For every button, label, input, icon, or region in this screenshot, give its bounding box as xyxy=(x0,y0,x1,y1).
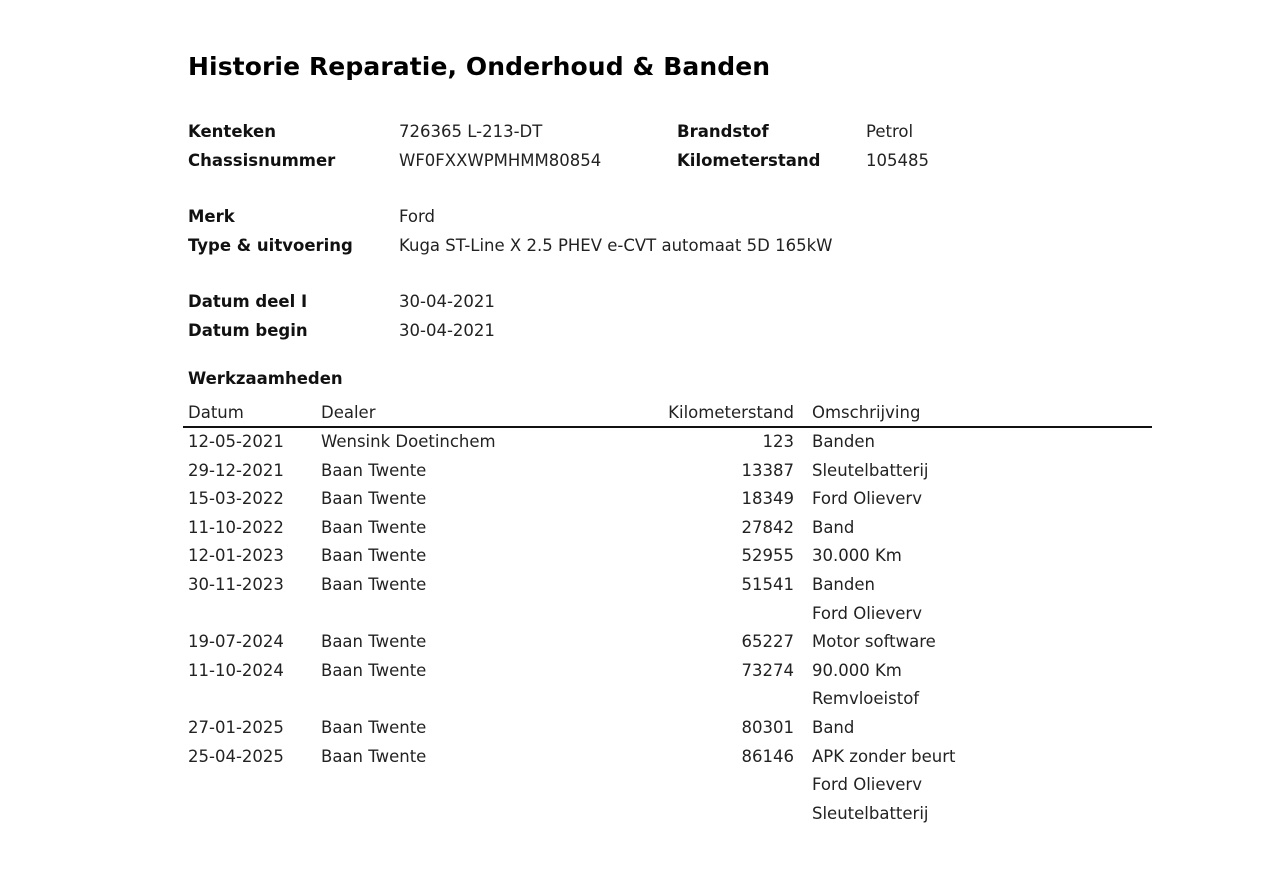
table-row xyxy=(0,802,1280,831)
cell-omschrijving: Band xyxy=(812,517,855,537)
cell-omschrijving: Remvloeistof xyxy=(812,689,920,709)
cell-kilometerstand: 65227 xyxy=(741,632,794,652)
cell-omschrijving: Ford Olieverv xyxy=(812,603,922,623)
table-row xyxy=(0,745,1280,774)
header-divider xyxy=(183,426,1152,428)
cell-omschrijving: Ford Olieverv xyxy=(812,775,922,795)
datum-begin-label: Datum begin xyxy=(188,321,308,340)
cell-omschrijving: 90.000 Km xyxy=(812,660,902,680)
cell-dealer: Baan Twente xyxy=(321,632,427,652)
kilometerstand-value: 105485 xyxy=(866,151,929,170)
table-row xyxy=(0,630,1280,659)
kenteken-value: 726365 L-213-DT xyxy=(399,122,543,141)
table-row xyxy=(0,487,1280,516)
kenteken-label: Kenteken xyxy=(188,122,276,141)
table-row xyxy=(0,573,1280,602)
table-row xyxy=(0,459,1280,488)
column-header-kilometerstand: Kilometerstand xyxy=(668,403,794,422)
cell-dealer: Baan Twente xyxy=(321,517,427,537)
cell-kilometerstand: 80301 xyxy=(741,717,794,737)
chassis-label: Chassisnummer xyxy=(188,151,336,170)
cell-datum: 11-10-2024 xyxy=(188,660,284,680)
table-row xyxy=(0,602,1280,631)
cell-kilometerstand: 51541 xyxy=(741,574,794,594)
type-label: Type & uitvoering xyxy=(188,236,353,255)
table-row xyxy=(0,773,1280,802)
merk-value: Ford xyxy=(399,207,435,226)
cell-kilometerstand: 86146 xyxy=(741,746,794,766)
cell-datum: 12-05-2021 xyxy=(188,432,284,451)
cell-dealer: Baan Twente xyxy=(321,717,427,737)
table-row xyxy=(0,430,1280,459)
table-row xyxy=(0,716,1280,745)
cell-dealer: Wensink Doetinchem xyxy=(321,432,496,451)
cell-kilometerstand: 27842 xyxy=(741,517,794,537)
cell-dealer: Baan Twente xyxy=(321,546,427,566)
cell-dealer: Baan Twente xyxy=(321,746,427,766)
brandstof-label: Brandstof xyxy=(677,122,769,141)
cell-datum: 12-01-2023 xyxy=(188,546,284,566)
table-row xyxy=(0,516,1280,545)
cell-datum: 25-04-2025 xyxy=(188,746,284,766)
merk-label: Merk xyxy=(188,207,235,226)
column-header-datum: Datum xyxy=(188,403,244,422)
page-title: Historie Reparatie, Onderhoud & Banden xyxy=(188,52,771,81)
cell-omschrijving: Sleutelbatterij xyxy=(812,803,929,823)
kilometerstand-label: Kilometerstand xyxy=(677,151,821,170)
cell-omschrijving: Banden xyxy=(812,574,875,594)
cell-datum: 15-03-2022 xyxy=(188,489,284,509)
cell-kilometerstand: 52955 xyxy=(741,546,794,566)
cell-omschrijving: 30.000 Km xyxy=(812,546,902,566)
column-header-dealer: Dealer xyxy=(321,403,376,422)
cell-kilometerstand: 18349 xyxy=(741,489,794,509)
werkzaamheden-table-body xyxy=(0,430,1280,830)
datum-begin-value: 30-04-2021 xyxy=(399,321,495,340)
brandstof-value: Petrol xyxy=(866,122,914,141)
cell-kilometerstand: 13387 xyxy=(741,460,794,480)
cell-dealer: Baan Twente xyxy=(321,460,427,480)
cell-dealer: Baan Twente xyxy=(321,489,427,509)
cell-dealer: Baan Twente xyxy=(321,660,427,680)
cell-kilometerstand: 123 xyxy=(762,432,794,451)
table-row xyxy=(0,544,1280,573)
cell-dealer: Baan Twente xyxy=(321,574,427,594)
cell-datum: 27-01-2025 xyxy=(188,717,284,737)
cell-datum: 11-10-2022 xyxy=(188,517,284,537)
cell-datum: 19-07-2024 xyxy=(188,632,284,652)
cell-omschrijving: Band xyxy=(812,717,855,737)
cell-omschrijving: Banden xyxy=(812,432,875,451)
cell-datum: 30-11-2023 xyxy=(188,574,284,594)
cell-omschrijving: Sleutelbatterij xyxy=(812,460,929,480)
cell-datum: 29-12-2021 xyxy=(188,460,284,480)
table-row xyxy=(0,687,1280,716)
chassis-value: WF0FXXWPMHMM80854 xyxy=(399,151,602,170)
table-row xyxy=(0,659,1280,688)
werkzaamheden-title: Werkzaamheden xyxy=(188,369,343,388)
type-value: Kuga ST-Line X 2.5 PHEV e-CVT automaat 5D 165kW xyxy=(399,236,833,255)
datum-deel-value: 30-04-2021 xyxy=(399,292,495,311)
cell-omschrijving: APK zonder beurt xyxy=(812,746,956,766)
cell-kilometerstand: 73274 xyxy=(741,660,794,680)
cell-omschrijving: Motor software xyxy=(812,632,936,652)
datum-deel-label: Datum deel I xyxy=(188,292,308,311)
cell-omschrijving: Ford Olieverv xyxy=(812,489,922,509)
column-header-omschrijving: Omschrijving xyxy=(812,403,921,422)
